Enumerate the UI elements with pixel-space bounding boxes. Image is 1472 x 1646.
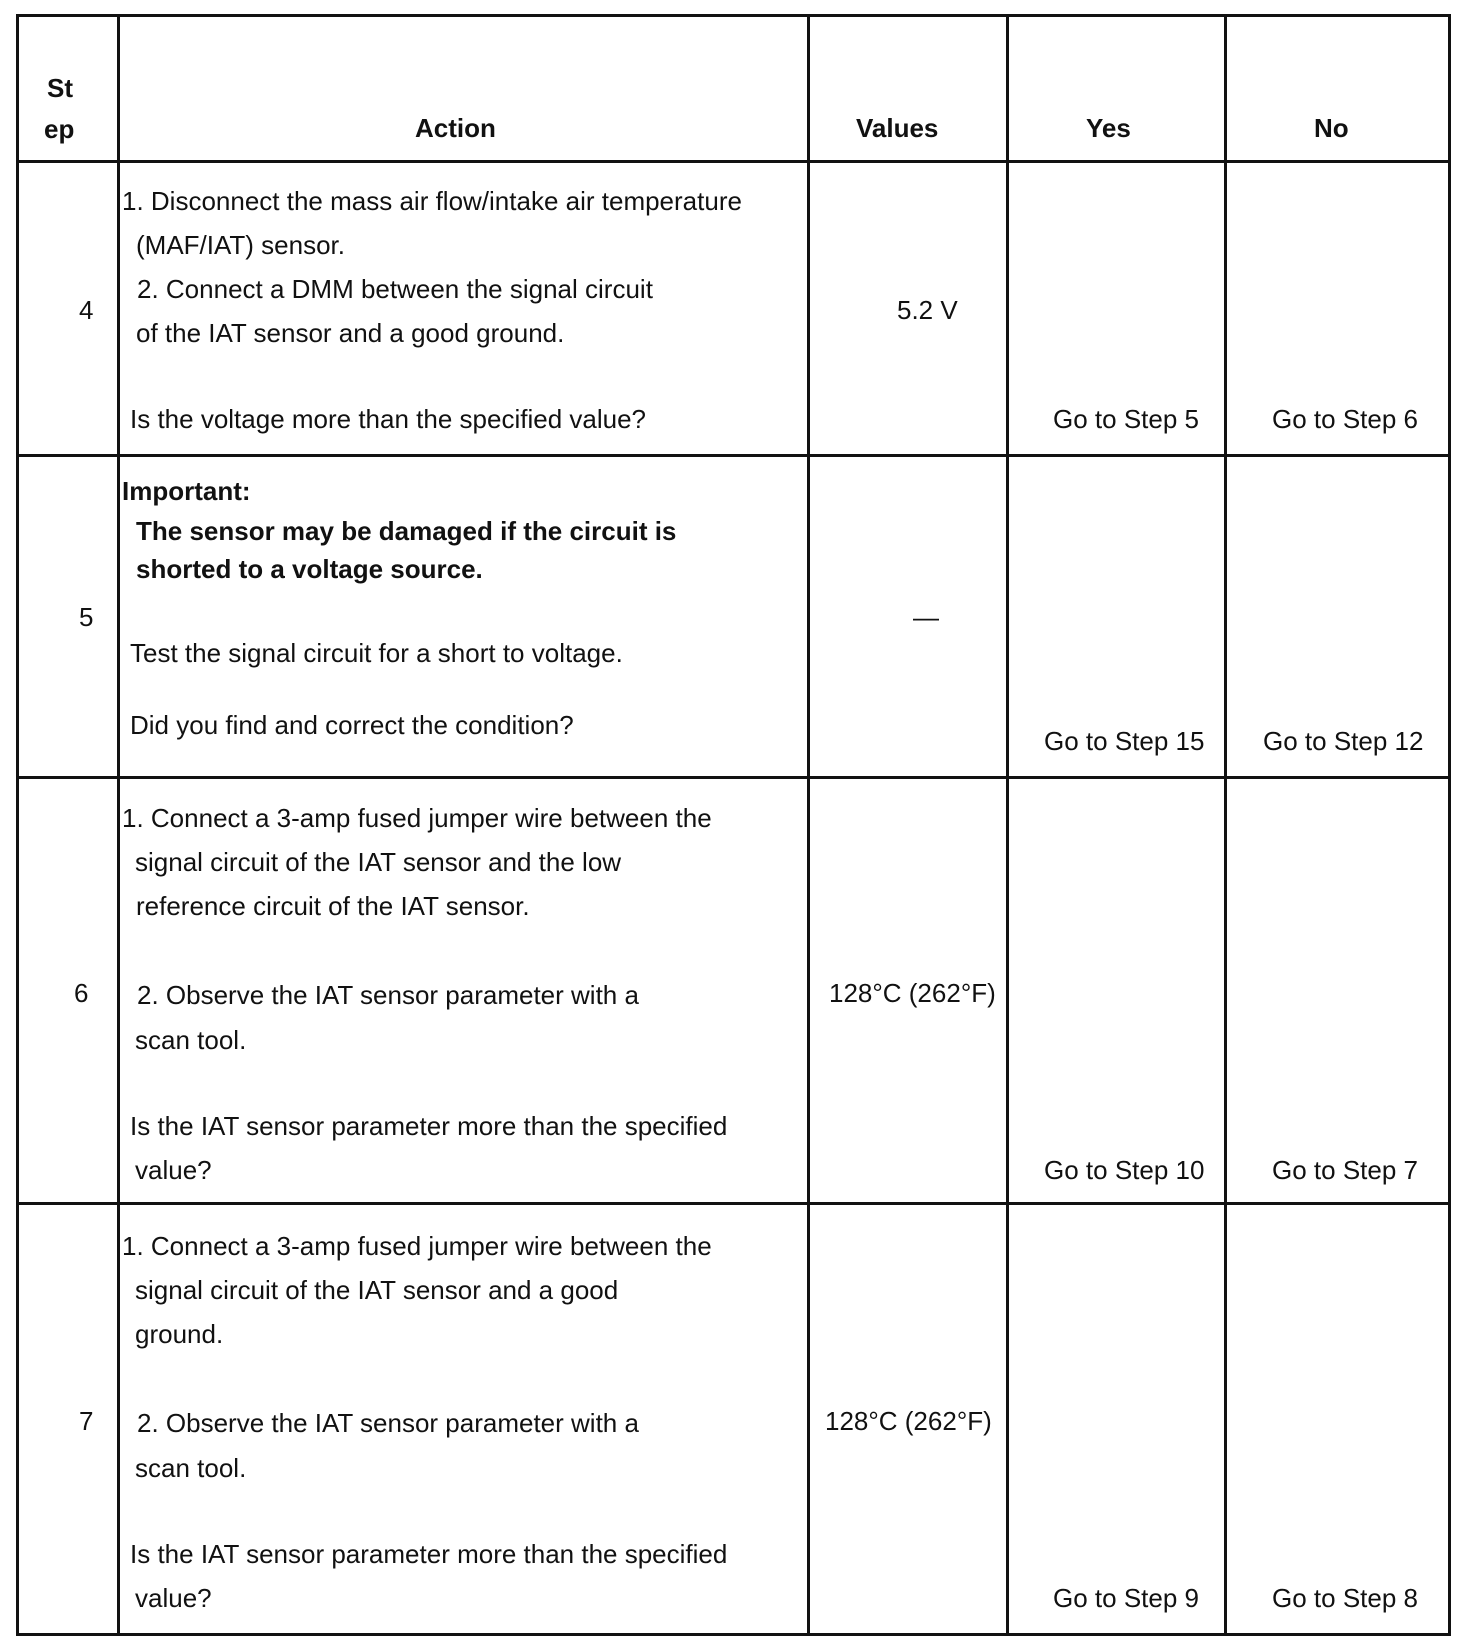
no-link: Go to Step 8 (1272, 1583, 1418, 1613)
grid-line (16, 160, 1451, 163)
header-values: Values (856, 113, 939, 143)
grid-line (16, 776, 1451, 779)
action-text: 1. Connect a 3-amp fused jumper wire between the (122, 803, 712, 833)
important-label: Important: (122, 476, 251, 506)
action-text: Test the signal circuit for a short to voltage. (130, 638, 623, 668)
grid-line (1448, 14, 1451, 1636)
action-text: 2. Connect a DMM between the signal circuit (137, 274, 653, 304)
yes-link: Go to Step 9 (1053, 1583, 1199, 1613)
action-text: of the IAT sensor and a good ground. (136, 318, 565, 348)
action-text: 2. Observe the IAT sensor parameter with a (137, 980, 639, 1010)
action-question: Is the IAT sensor parameter more than the specified (130, 1539, 728, 1569)
no-link: Go to Step 7 (1272, 1155, 1418, 1185)
action-question: value? (135, 1583, 212, 1613)
action-text: scan tool. (135, 1453, 247, 1483)
action-text: signal circuit of the IAT sensor and a good (135, 1275, 619, 1305)
action-text: ground. (135, 1319, 224, 1349)
grid-line (1224, 14, 1227, 1636)
header-yes: Yes (1086, 113, 1131, 143)
header-no: No (1314, 113, 1349, 143)
action-text: 2. Observe the IAT sensor parameter with a (137, 1408, 639, 1438)
action-text: (MAF/IAT) sensor. (136, 230, 345, 260)
step-number: 5 (79, 602, 94, 632)
grid-line (16, 1202, 1451, 1205)
yes-link: Go to Step 5 (1053, 404, 1199, 434)
action-question: value? (135, 1155, 212, 1185)
yes-link: Go to Step 15 (1044, 726, 1205, 756)
no-link: Go to Step 6 (1272, 404, 1418, 434)
action-text: signal circuit of the IAT sensor and the low (135, 847, 622, 877)
grid-line (16, 454, 1451, 457)
step-number: 6 (74, 978, 89, 1008)
step-number: 7 (79, 1406, 94, 1436)
no-link: Go to Step 12 (1263, 726, 1424, 756)
value-cell: 128°C (262°F) (829, 978, 996, 1008)
grid-line (117, 14, 120, 1636)
value-cell: 5.2 V (897, 295, 958, 325)
grid-line (16, 14, 19, 1636)
action-question: Is the voltage more than the specified value? (130, 404, 646, 434)
action-text: 1. Connect a 3-amp fused jumper wire between the (122, 1231, 712, 1261)
grid-line (807, 14, 810, 1636)
grid-line (16, 1633, 1451, 1636)
important-text: The sensor may be damaged if the circuit is (136, 516, 677, 546)
grid-line (16, 14, 1451, 17)
action-question: Is the IAT sensor parameter more than the specified (130, 1111, 728, 1141)
yes-link: Go to Step 10 (1044, 1155, 1205, 1185)
action-question: Did you find and correct the condition? (130, 710, 574, 740)
action-text: 1. Disconnect the mass air flow/intake air temperature (122, 186, 742, 216)
action-text: reference circuit of the IAT sensor. (136, 891, 530, 921)
important-text: shorted to a voltage source. (136, 554, 483, 584)
value-cell: 128°C (262°F) (825, 1406, 992, 1436)
action-text: scan tool. (135, 1025, 247, 1055)
header-step: ep (44, 114, 75, 144)
header-action: Action (415, 113, 496, 143)
grid-line (1006, 14, 1009, 1636)
header-step: St (47, 73, 73, 103)
value-cell: — (913, 602, 939, 632)
step-number: 4 (79, 295, 94, 325)
